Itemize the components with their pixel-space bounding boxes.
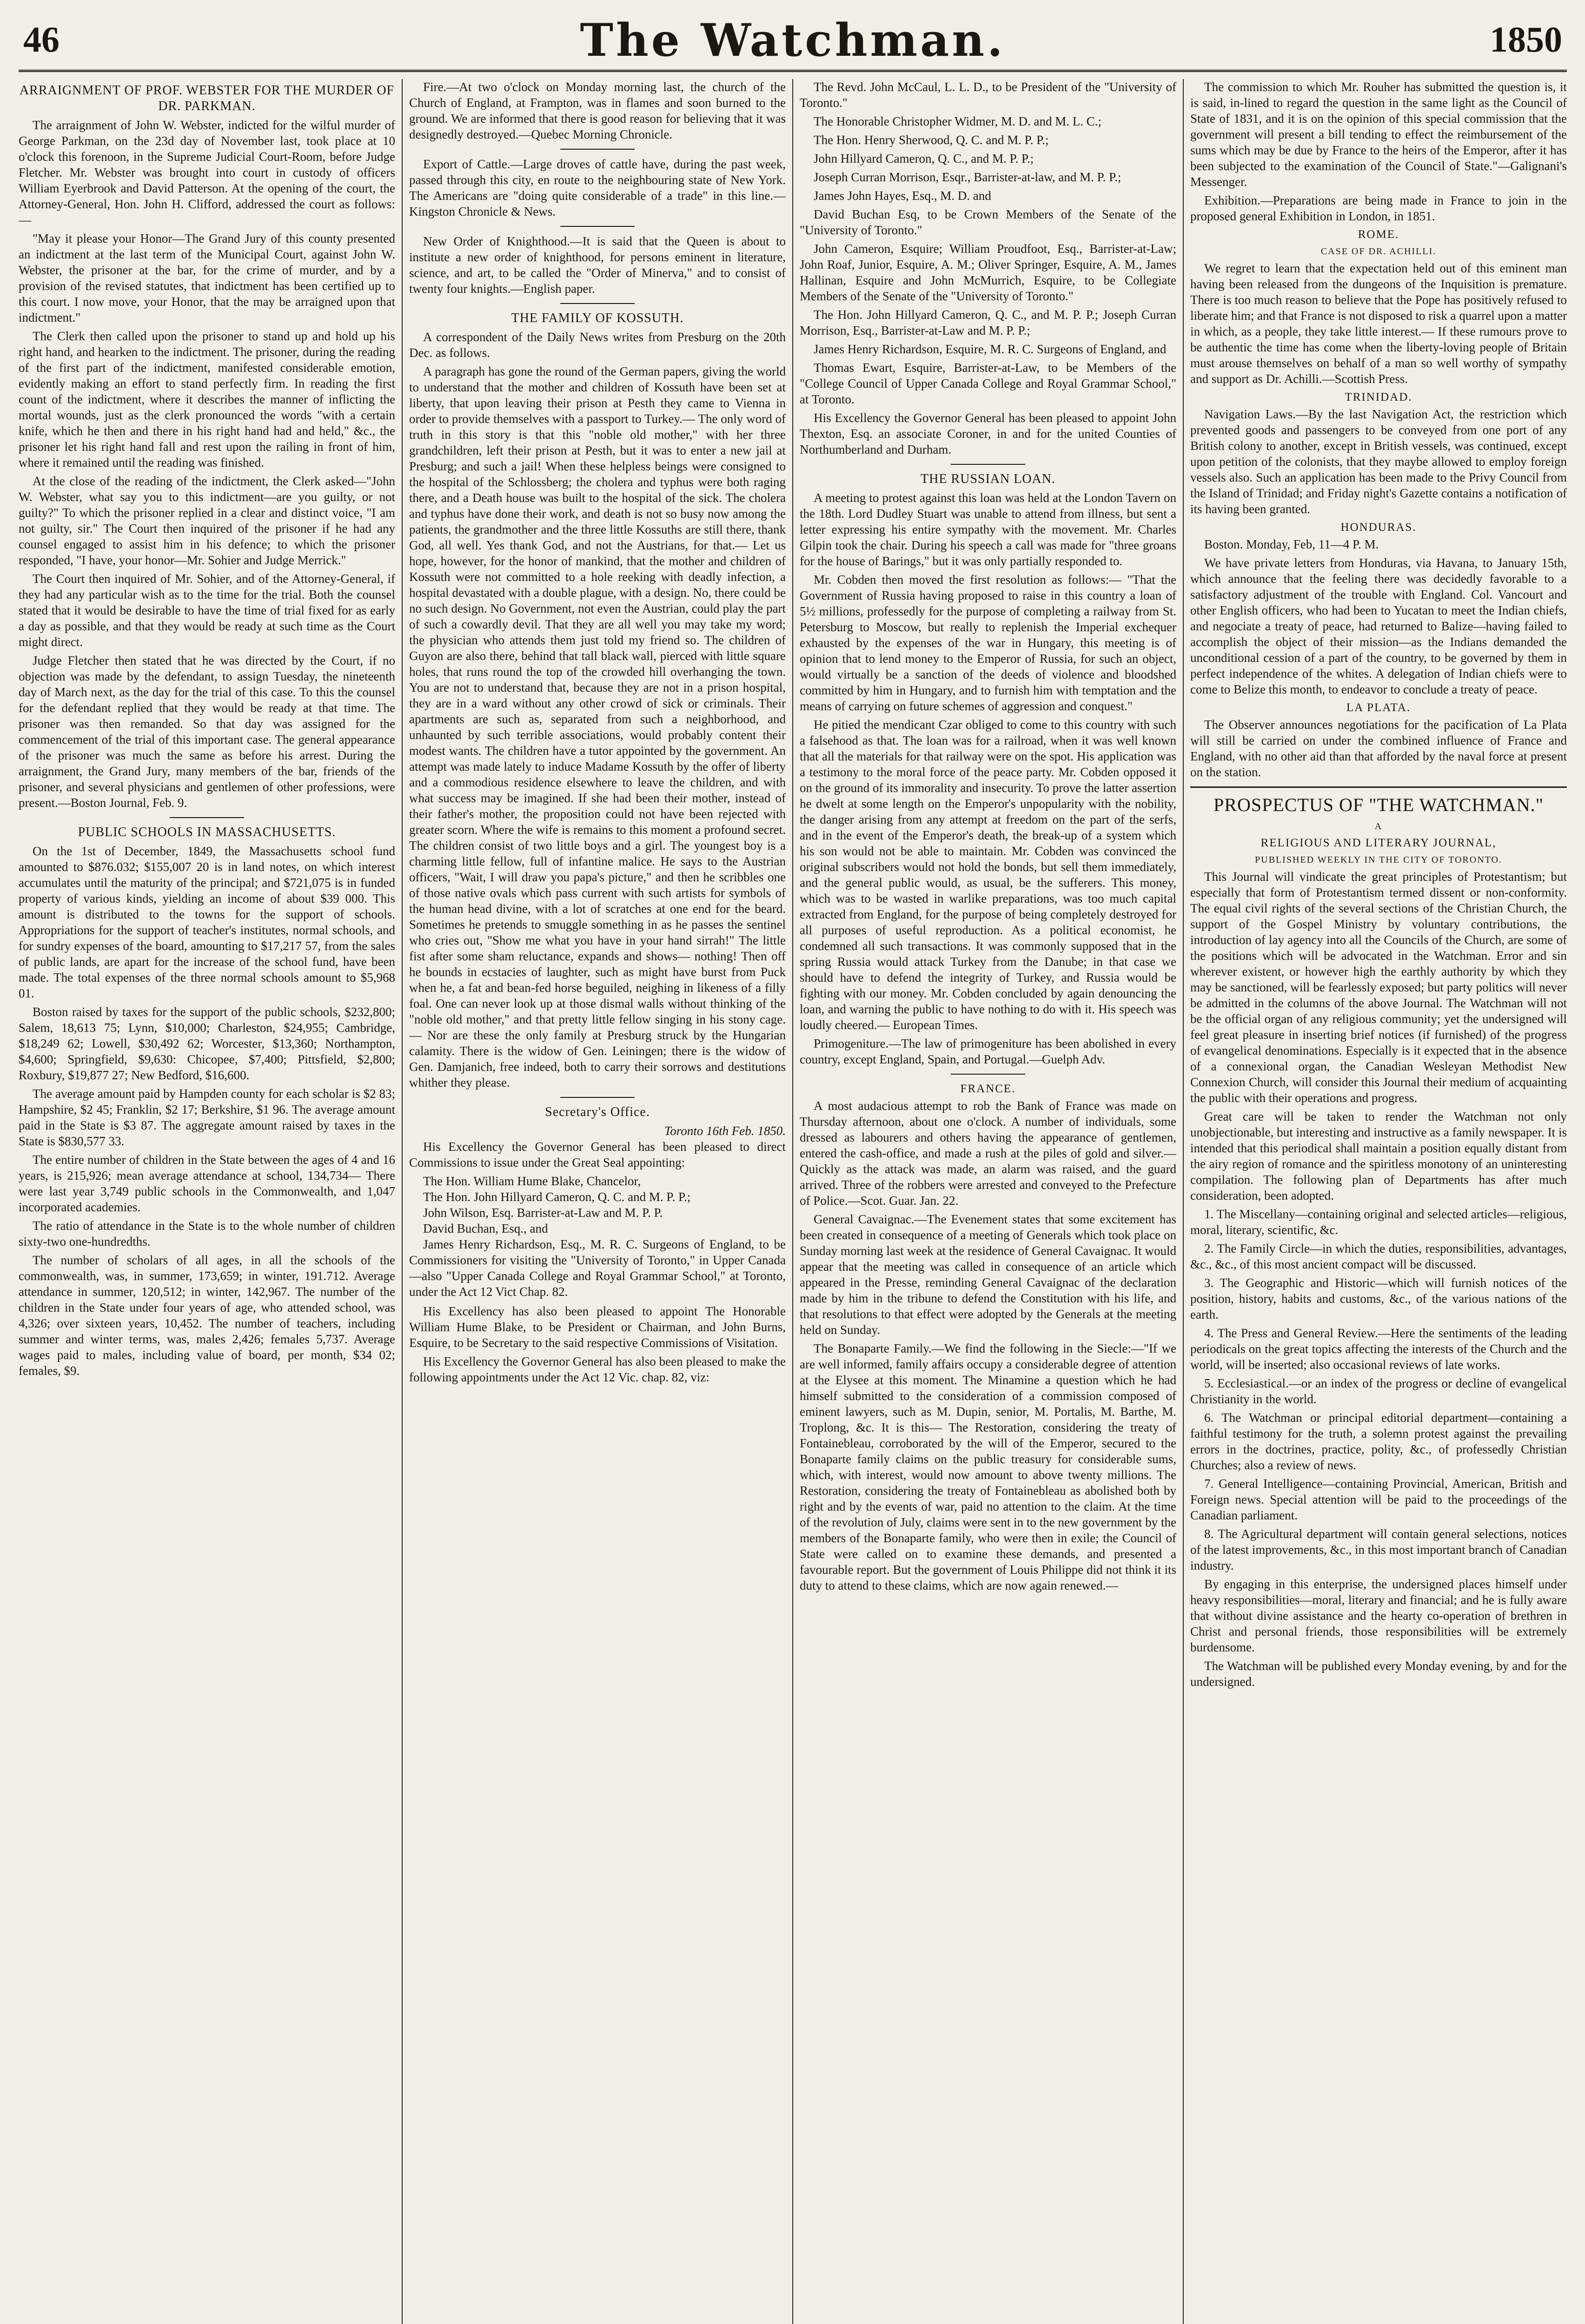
prospectus-body — [1190, 869, 1567, 1203]
item-knighthood: New Order of Knighthood.—It is said that the Queen is about to institute a new order of knighthood, for persons eminent in literature, science, and art, to be called the "Order of Minerva," and to consist of twenty four knights.—English paper. — [409, 234, 786, 296]
item-la-plata: The Observer announces negotiations for the pacification of La Plata will still be carried on under the combined influence of France and England, with no other aid than that afforded by the naval force at present on the station. — [1190, 718, 1567, 779]
item-achilli: We regret to learn that the expectation held out of this eminent man having been released from the dungeons of the Inquisition is premature. There is too much reason to believe that the Pope has positively refused to liberate him; and that France is not disposed to risk a quarrel upon a matter in which, as a people, they take little interest.— If these rumours prove to be authentic the time has come when the liberty-loving people of Britain must arouse themselves on behalf of a man so well worthy of sympathy and support as Dr. Achilli.—Scottish Press. — [1190, 261, 1567, 386]
paragraph: He pitied the mendicant Czar obliged to come to this country with such a falsehood as that. The loan was for a railroad, when it was well known that all the materials for that railway were on the spot. His application was a testimony to the moral force of the peace party. Mr. Cobden opposed it on the ground of its immorality and insecurity. To prove the latter assertion he dwelt at some length on the Emperor's unpopularity with the nobility, the danger arising from any attempt at freedom on the part of the serfs, and in the event of the Emperor's death, the break-up of a system which his son would not be able to maintain. Mr. Cobden was convinced the original subscribers would not hold the bonds, but sell them immediately, and the general public would, as usual, be the sufferers. This money, which was to be wasted in warlike preparations, was too much capital extracted from England, for the purpose of being completely destroyed for all purposes of useful reproduction. As a political economist, he condemned all such transactions. It was commonly supposed that in the spring Russia would attack Turkey from the Danube; in that case we should have to defend the integrity of Turkey, and Russia would be fighting with our money. Mr. Cobden concluded by again denouncing the loan, and warning the public to have nothing to do with it. His speech was loudly cheered.— European Times. — [800, 718, 1176, 1032]
appointments-list — [800, 79, 1176, 457]
department-item: 5. Ecclesiastical.—or an index of the progress or decline of evangelical Christianity in the world. — [1190, 1376, 1567, 1406]
headline-webster: ARRAIGNMENT OF PROF. WEBSTER FOR THE MURDER OF DR. PARKMAN. — [19, 83, 395, 113]
divider — [560, 303, 635, 304]
divider — [560, 1097, 635, 1098]
paragraph: The Court then inquired of Mr. Sohier, and of the Attorney-General, if they had any particular wish as to the time for the trial. Both the counsel stated that it would be desirable to have the time of trial fixed for as early a day as possible, and that they would be ready at such time as the Court might direct. — [19, 572, 395, 649]
divider — [951, 464, 1025, 465]
appointment: The Revd. John McCaul, L. L. D., to be President of the "University of Toronto." — [800, 80, 1176, 110]
appointment: The Hon. John Hillyard Cameron, Q. C., and M. P. P.; Joseph Curran Morrison, Esq., Barrister-at-Law and M. P. P.; — [800, 308, 1176, 337]
headline-schools: PUBLIC SCHOOLS IN MASSACHUSETTS. — [78, 825, 336, 839]
paragraph: Boston raised by taxes for the support of the public schools, $232,800; Salem, 18,613 75; Lynn, $10,000; Charleston, $24,955; Cambridge, $18,249 62; Lowell, $30,492 62; Worcester, $13,360; Northampton, $4,600; Springfield, $9,630: Chicopee, $7,400; Pittsfield, $2,800; Roxbury, $19,877 27; New Bedford, $16,600. — [19, 1005, 395, 1082]
department-item: 6. The Watchman or principal editorial department—containing a faithful testimony for the truth, a solemn protest against the prevailing errors in the doctrines, practice, polity, &c., of professedly Christian Churches; also a review of news. — [1190, 1411, 1567, 1472]
headline-achilli: CASE OF DR. ACHILLI. — [1320, 246, 1437, 257]
paragraph: The number of scholars of all ages, in all the schools of the commonwealth, was, in summer, 173,659; in winter, 191.712. Average attendance in summer, 120,512; in winter, 142,967. The number of the children in the State under four years of age, who attended school, was 4,326; over sixteen years, 10,452. The number of teachers, including summer and winter terms, was, males 2,426; females 5,737. Average wages paid to males, including value of board, per month, $34 02; females, $9. — [19, 1253, 395, 1378]
column-2 — [409, 79, 786, 2324]
item-commission: The commission to which Mr. Rouher has submitted the question is, it is said, in-lined to regard the question in the same light as the Council of State of 1831, and it is on the opinion of this special commission that the government will present a bill tending to effect the reimbursement of the sums which may be due by France to the heirs of the Emperor, after it has been subjected to the examination of the Council of State."—Galignani's Messenger. — [1190, 80, 1567, 189]
paragraph: Judge Fletcher then stated that he was directed by the Court, if no objection was made by the defendant, to assign Tuesday, the nineteenth day of March next, as the day for the trial of this case. To this the counsel for the defendant replied that they would be ready at that time. The prisoner was then remanded. So that day was assigned for the commencement of the trial of this important case. The general appearance of the prisoner was much the same as before his arrest. During the arraignment, the Grand Jury, many members of the bar, friends of the prisoner, and several physicians and gentlemen of other professions, were present.—Boston Journal, Feb. 9. — [19, 654, 395, 810]
headline-honduras: HONDURAS. — [1340, 521, 1417, 534]
column-rule — [402, 79, 403, 2324]
paragraph: At the close of the reading of the indictment, the Clerk asked—"John W. Webster, what say you to this indictment—are you guilty, or not guilty?" To which the prisoner replied in a clear and distinct voice, "I am not guilty, sir." The Court then inquired of the prisoner if he had any counsel engaged to assist him in his defence; to which the prisoner responded, "I have, your honor—Mr. Sohier and Judge Merrick." — [19, 474, 395, 567]
department-item: 7. General Intelligence—containing Provincial, American, British and Foreign news. Special attention will be paid to the proceedings of the Canadian parliament. — [1190, 1477, 1567, 1522]
paragraph: The entire number of children in the State between the ages of 4 and 16 years, is 215,926; mean average attendance at school, 134,734— There were last year 3,749 public schools in the Commonwealth, and 1,047 incorporated academies. — [19, 1153, 395, 1214]
appointment: James Henry Richardson, Esquire, M. R. C. Surgeons of England, and — [814, 342, 1167, 356]
headline-la-plata: LA PLATA. — [1346, 701, 1411, 714]
paragraph: A paragraph has gone the round of the German papers, giving the world to understand that the mother and children of Kossuth have been set at liberty, that upon leaving their prison at Pesth they came to Vienna in order to provide themselves with a passport to Turkey.— The only word of truth in this story is that this "noble old mother," with her three grandchildren, left their prison at Pesth, but it was to enter a new jail at Presburg; and such a jail! When these helpless beings were consigned to the hospital of the Schlossberg; the cholera and typhus were both raging there, and a Death house was built to the hospital of the sick. The cholera and typhus have done their work, and death is not so busy now among the patients, the grandmother and the three little Kossuths are still there, thank God, all well. Yes thank God, and not the Austrians, for that.— Let us hope, however, for the honor of mankind, that the mother and children of Kossuth were not committed to a hole reeking with deadly infection, a hospital devastated with a double plague, with a design. No, there could be no such design. No Government, not even the Austrian, could play the part of such a cowardly devil. That they are all well you may take my word; the physician who attends them just told my friend so. The children of Guyon are also there, behind that tall black wall, pierced with little square holes, that runs round the top of the crowded hill overhanging the town. You are not to understand that, because they are not in a prison hospital, they are in a ward without any other crowd of sick or criminals. Their apartments are such as, separated from such a neighborhood, and unhaunted by such terrible associations, would probably content their modest wants. The children have a tutor appointed by the government. An attempt was made lately to induce Madame Kossuth by the offer of liberty and a commodious residence elsewhere to leave the children, and with what success may be imagined. If she had been their mother, instead of their father's mother, the proposition could not have been rejected with greater scorn. Where the wife is remains to this moment a profound secret. The children consist of two little boys and a girl. The youngest boy is a charming little fellow, full of infantine malice. He says to the Austrian officers, "Wait, I will draw you papa's picture," and then he scribbles one of those native ovals which pass current with such artists for symbols of the human head divine, with a lot of scratches at one end for the beard. Sometimes he pretends to smuggle something in as he passes the sentinel who cries out, "Show me what you have in your hand sirrah!" The little fist after some sham reluctance, expands and shows— nothing! Then off he bounds in ecstacies of laughter, such as might have burst from Puck when he, a fat and bean-fed horse beguiled, neighing in likeness of a filly foal. One can never look up at those dismal walls without thinking of the "noble old mother," and that pretty little fellow singing in his stony cage.— Nor are these the only family at Presburg struck by the Hungarian calamity. There is the widow of Gen. Leiningen; there is the widow of Gen. Damjanich, free indeed, both to carry their sorrows and destitutions whither they please. — [409, 364, 786, 1089]
paragraph: The average amount paid by Hampden county for each scholar is $2 83; Hampshire, $2 45; Franklin, $2 17; Berkshire, $1 96. The average amount paid in the State is $3 87. The aggregate amount raised by taxes in the State is $830,577 33. — [19, 1087, 395, 1148]
section-rule — [1190, 786, 1567, 788]
paragraph: Mr. Cobden then moved the first resolution as follows:— "That the Government of Russia having proposed to raise in this country a loan of 5½ millions, professedly for the purpose of completing a railway from St. Petersburg to Moscow, but really to replenish the Imperial exchequer exhausted by the expenses of the war in Hungary, this meeting is of opinion that to lend money to the Emperor of Russia, for such an object, would virtually be a sanction of the deeds of violence and bloodshed committed by him in Hungary, and to furnish him with temptation and the means of carrying on future schemes of aggression and conquest." — [800, 573, 1176, 713]
secretary-more-2: His Excellency the Governor General has also been pleased to make the following appointments under the Act 12 Vic. chap. 82, viz: — [409, 1354, 786, 1384]
paragraph: A meeting to protest against this loan was held at the London Tavern on the 18th. Lord Dudley Stuart was unable to attend from illness, but sent a letter expressing his entire sympathy with the movement. Mr. Charles Gilpin took the chair. During his speech a call was made for "three groans for the house of Barings," but it was only partially responded to. — [800, 491, 1176, 568]
columns — [19, 79, 1567, 2324]
secretary-intro: His Excellency the Governor General has been pleased to direct Commissions to issue under the Great Seal appointing: — [409, 1140, 786, 1169]
paragraph: Great care will be taken to render the Watchman not only unobjectionable, but interesting and instructive as a family newspaper. It is intended that this periodical shall maintain a position equally distant from the airy region of romance and the spiritless monotony of an uninteresting compilation. The following plan of Departments has after much consideration, been adopted. — [1190, 1109, 1567, 1202]
column-3 — [800, 79, 1176, 2324]
paragraph: On the 1st of December, 1849, the Massachusetts school fund amounted to $876.032; $155,007 20 is in land notes, on which interest accumulates until the maturity of the principal; and $721,075 is in funded property of various kinds, yielding an income of about $39 000. This amount is distributed to the towns for the support of schools. Appropriations for the support of teacher's institutes, normal schools, and for sundry expenses of the board, amounting to $17,217 57, from the sales of public lands, are apart for the increase of the school fund, have been made. The total expenses of the three normal schools amount to $5,968 01. — [19, 844, 395, 1000]
appointment: Joseph Curran Morrison, Esqr., Barrister-at-law, and M. P. P.; — [814, 170, 1121, 184]
paragraph: The ratio of attendance in the State is to the whole number of children sixty-two one-hundredths. — [19, 1219, 395, 1248]
paragraph: A most audacious attempt to rob the Bank of France was made on Thursday afternoon, about one o'clock. A number of individuals, some dressed as labourers and others having the appearance of gentlemen, entered the cash-office, and made a rush at the piles of gold and silver.— Quickly as the attack was made, an alarm was raised, and the guard arrived. Three of the robbers were arrested and conveyed to the Prefecture of Police.—Scot. Guar. Jan. 22. — [800, 1099, 1176, 1208]
paragraph: This Journal will vindicate the great principles of Protestantism; but especially that form of Protestantism termed dissent or non-conformity. The equal civil rights of the several sections of the Christian Church, the support of the Gospel Ministry by voluntary contributions, the introduction of lay agency into all the Councils of the Church, are some of the positions which will be advocated in the Watchman. Error and sin wherever existent, or however high the earthly authority by which they may be sanctioned, will be fearlessly exposed; but party politics will never be admitted in the columns of the above Journal. The Watchman will not be the official organ of any religious community; yet the undersigned will feel great pleasure in inserting brief notices (if furnished) of the progress of evangelical denominations. Especially is it expected that in the absence of a connexional organ, the Canadian Wesleyan Methodist New Connexion Church, will consider this Journal their medium of acquainting the public with their operations and progress. — [1190, 870, 1567, 1105]
honduras-dateline: Boston. Monday, Feb, 11—4 P. M. — [1204, 537, 1379, 551]
column-rule — [1183, 79, 1184, 2324]
headline-trinidad: TRINIDAD. — [1345, 391, 1413, 403]
secretary-dateline: Toronto 16th Feb. 1850. — [664, 1124, 786, 1138]
appointment: James John Hayes, Esq., M. D. and — [814, 189, 991, 203]
article-kossuth — [409, 329, 786, 1090]
issue-year: 1850 — [1490, 19, 1562, 59]
headline-prospectus: PROSPECTUS OF "THE WATCHMAN." — [1214, 794, 1544, 815]
column-1 — [19, 79, 395, 2324]
divider — [560, 226, 635, 227]
prospectus-closing: By engaging in this enterprise, the undersigned places himself under heavy responsibilities—moral, literary and financial; and he is fully aware that without divine assistance and the hearty co-operation of brethren in Christ and personal friends, those responsibilities will be extremely burdensome. — [1190, 1577, 1567, 1654]
paragraph: General Cavaignac.—The Evenement states that some excitement has been created in consequence of a meeting of Generals which took place on Sunday morning last week at the residence of General Cavaignac. It would appear that the meeting was called in consequence of an article which appeared in the Presse, reminding General Cavaignac of the declaration made by him in the tribune to defend the Constitution with his life, and that resolutions to that effect were adopted by the Generals at the meeting held on Sunday. — [800, 1212, 1176, 1337]
appointment: The Honorable Christopher Widmer, M. D. and M. L. C.; — [814, 114, 1101, 128]
prospectus-closing-2: The Watchman will be published every Monday evening, by and for the undersigned. — [1190, 1659, 1567, 1689]
department-item: 4. The Press and General Review.—Here the sentiments of the leading periodicals on the great topics affecting the interests of the Church and the world, will be inserted; also occasional reviews of late works. — [1190, 1326, 1567, 1372]
appointment: Thomas Ewart, Esquire, Barrister-at-Law, to be Members of the "College Council of Upper Canada College and Royal Grammar School," at Toronto. — [800, 361, 1176, 406]
appointee: The Hon. William Hume Blake, Chancelor, — [423, 1174, 641, 1188]
appointment: David Buchan Esq, to be Crown Members of the Senate of the "University of Toronto." — [800, 207, 1176, 237]
page-number: 46 — [23, 19, 60, 59]
item-trinidad: Navigation Laws.—By the last Navigation Act, the restriction which prevented goods and passengers to be conveyed from one port of any British colony to another, except in British vessels, was continued, except upon petition of the colonists, that they maybe allowed to employ foreign vessels also. Such an application has been made to the Privy Council from the Island of Trinidad; and Friday night's Gazette contains a notification of its having been granted. — [1190, 407, 1567, 516]
paragraph: A correspondent of the Daily News writes from Presburg on the 20th Dec. as follows. — [409, 330, 786, 360]
prospectus-a: A — [1374, 821, 1383, 832]
appointment: His Excellency the Governor General has been pleased to appoint John Thexton, Esq. an associate Coroner, in and for the united Counties of Northumberland and Durham. — [800, 411, 1176, 456]
appointment: John Hillyard Cameron, Q. C., and M. P. P.; — [814, 152, 1034, 165]
appointee: David Buchan, Esq., and — [423, 1221, 548, 1235]
headline-secretary: Secretary's Office. — [545, 1105, 650, 1119]
appointee: John Wilson, Esq. Barrister-at-Law and M. P. P. — [423, 1206, 663, 1220]
appointment: John Cameron, Esquire; William Proudfoot, Esq., Barrister-at-Law; John Roaf, Junior, Esquire, A. M.; Oliver Springer, Esquire, A. M., James Hallinan, Esquire and John McMurrich, Esquire, to be Collegiate Members of the Senate of the "University of Toronto." — [800, 242, 1176, 303]
item-primogeniture: Primogeniture.—The law of primogeniture has been abolished in every country, except England, Spain, and Portugal.—Guelph Adv. — [800, 1037, 1176, 1066]
department-item: 8. The Agricultural department will contain general selections, notices of the latest improvements, &c., in this most important branch of Canadian industry. — [1190, 1527, 1567, 1572]
prospectus-published: PUBLISHED WEEKLY IN THE CITY OF TORONTO. — [1255, 855, 1502, 865]
article-france — [800, 1098, 1176, 1593]
appointee: James Henry Richardson, Esq., M. R. C. Surgeons of England, to be Commissioners for visiting the "University of Toronto," in Upper Canada—also "Upper Canada College and Royal Grammar School," at Toronto, under the Act 12 Vict Chap. 82. — [409, 1237, 786, 1299]
department-item: 2. The Family Circle—in which the duties, responsibilities, advantages, &c., &c., of this most ancient compact will be discussed. — [1190, 1241, 1567, 1271]
paragraph: The arraignment of John W. Webster, indicted for the wilful murder of George Parkman, on the 23d day of November last, took place at 10 o'clock this forenoon, in the Supreme Judicial Court-Room, before Judge Fletcher. Mr. Webster was brought into court in custody of officers William Eyerbrook and David Patterson. At the opening of the court, the Attorney-General, Hon. John H. Clifford, addressed the court as follows:— — [19, 118, 395, 227]
department-item: 3. The Geographic and Historic—which will furnish notices of the position, history, habits and customs, &c., of the various nations of the earth. — [1190, 1276, 1567, 1321]
secretary-names — [409, 1173, 786, 1300]
headline-russian-loan: THE RUSSIAN LOAN. — [921, 472, 1055, 486]
article-russian-loan — [800, 490, 1176, 1033]
newspaper-title: The Watchman. — [580, 14, 1006, 66]
divider — [560, 149, 635, 150]
paragraph: "May it please your Honor—The Grand Jury of this county presented an indictment at the last term of the Municipal Court, against John W. Webster, the prisoner at the bar, for the crime of murder, and by a provision of the revised statutes, that indictment has been certified up to this court. I now move, your Honor, that the may be arraigned upon that indictment." — [19, 231, 395, 324]
paragraph: The Bonaparte Family.—We find the following in the Siecle:—"If we are well informed, family affairs occupy a considerable degree of attention at the Elysee at this moment. The Minamine a question which he had himself submitted to the consideration of a commission composed of eminent lawyers, such as M. Dupin, senior, M. Portalis, M. Barthe, M. Troplong, &c. It is this— The Restoration, considering the treaty of Fontainebleau, corroborated by the will of the Emperor, secured to the Bonaparte family claims on the public treasury for considerable sums, which, with interest, would now amount to above twenty millions. The Restoration, considering the treaty of Fontainebleau as abolished both by right and by the events of war, paid no attention to the claim. At the time of the revolution of July, claims were sent in to the new government by the members of the Bonaparte family, who were then in exile; the Council of State were called on to examine these demands, and presented a favourable report. But the government of Louis Philippe did not think it its duty to attend to these claims, which are now again renewed.— — [800, 1341, 1176, 1592]
article-webster — [19, 117, 395, 811]
paragraph: The Clerk then called upon the prisoner to stand up and hold up his right hand, and hearken to the indictment. The prisoner, during the reading of the first part of the indictment, manifested considerable emotion, evidently making an effort to stand perfectly firm. In reading the first count of the indictment, where it describes the manner of inflicting the mortal wounds, just as the clerk pronounced the words "with a certain knife, which he then and there in his right hand had and held," &c., the prisoner let his right hand fall and rest upon the railing in front of him, where it remained until the reading was finished. — [19, 329, 395, 469]
item-fire: Fire.—At two o'clock on Monday morning last, the church of the Church of England, at Frampton, was in flames and soon burned to the ground. We are informed that there is good reason for believing that it was designedly destroyed.—Quebec Morning Chronicle. — [409, 80, 786, 141]
headline-kossuth: THE FAMILY OF KOSSUTH. — [511, 311, 684, 325]
prospectus-departments — [1190, 1206, 1567, 1573]
divider — [170, 817, 244, 818]
secretary-more: His Excellency has also been pleased to appoint The Honorable William Hume Blake, to be President or Chairman, and John Burns, Esquire, to be Secretary to the said respective Commissions of Visitation. — [409, 1304, 786, 1350]
item-exhibition: Exhibition.—Preparations are being made in France to join in the proposed general Exhibition in London, in 1851. — [1190, 193, 1567, 223]
column-4 — [1190, 79, 1567, 2324]
article-schools — [19, 843, 395, 1379]
masthead — [19, 14, 1567, 72]
divider — [951, 1074, 1025, 1075]
item-honduras: We have private letters from Honduras, via Havana, to January 15th, which announce that the feeling there was decidedly favorable to a satisfactory adjustment of the trouble with England. Col. Vancourt and other English officers, who had been to Yucatan to meet the Indian chiefs, and negociate a treaty of peace, had returned to Balize—having failed to accomplish the object of their mission—as the Indians demanded the unconditional cession of a part of the country, to be governed by them in perfect independence of the whites. A delegation of Indian chiefs were to come to Belize this month, to endeavor to conclude a treaty of peace. — [1190, 556, 1567, 696]
newspaper-page — [19, 14, 1567, 2324]
appointee: The Hon. John Hillyard Cameron, Q. C. and M. P. P.; — [423, 1190, 691, 1204]
prospectus-subtitle: RELIGIOUS AND LITERARY JOURNAL, — [1260, 837, 1497, 849]
item-cattle: Export of Cattle.—Large droves of cattle have, during the past week, passed through this city, en route to the neighbouring state of New York. The Americans are "doing quite considerable of a trade" in this line.—Kingston Chronicle & News. — [409, 157, 786, 218]
headline-rome: ROME. — [1358, 228, 1399, 241]
headline-france: FRANCE. — [960, 1083, 1016, 1095]
column-rule — [792, 79, 793, 2324]
department-item: 1. The Miscellany—containing original and selected articles—religious, moral, literary, scientific, &c. — [1190, 1207, 1567, 1237]
appointment: The Hon. Henry Sherwood, Q. C. and M. P. P.; — [814, 133, 1049, 147]
